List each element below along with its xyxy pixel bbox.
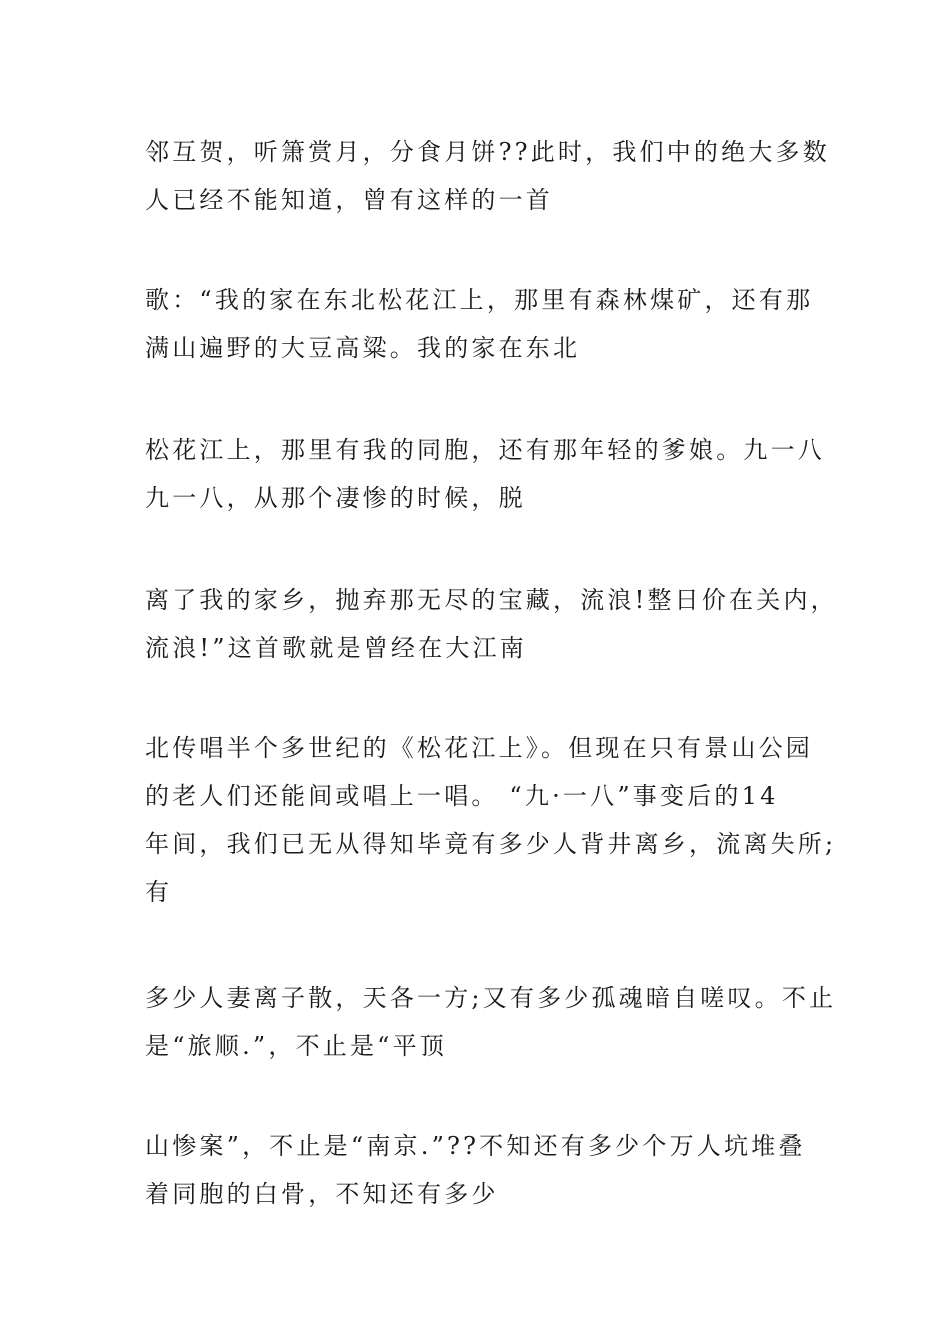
text-line: 北传唱半个多世纪的《松花江上》。但现在只有景山公园	[145, 734, 813, 762]
paragraph-3	[145, 426, 825, 522]
text-line: 离了我的家乡，抛弃那无尽的宝藏，流浪!整日价在关内，	[145, 586, 838, 614]
paragraph-7	[145, 1122, 825, 1218]
paragraph-2	[145, 276, 825, 372]
text-line: 九一八，从那个凄惨的时候，脱	[145, 484, 526, 512]
text-line: 多少人妻离子散，天各一方;又有多少孤魂暗自嗟叹。不止	[145, 984, 837, 1012]
text-line: 是“旅顺.”，不止是“平顶	[145, 1032, 448, 1060]
text-line: 有	[145, 878, 173, 906]
text-line: 人已经不能知道，曾有这样的一首	[145, 186, 553, 214]
text-line: 满山遍野的大豆高粱。我的家在东北	[145, 334, 581, 362]
paragraph-5	[145, 724, 837, 916]
text-line: 歌：“我的家在东北松花江上，那里有森林煤矿，还有那	[145, 286, 814, 314]
text-line: 邻互贺，听箫赏月，分食月饼??此时，我们中的绝大多数	[145, 138, 830, 166]
paragraph-1	[145, 128, 830, 224]
text-line: 的老人们还能间或唱上一唱。 “九·一八”事变后的14	[145, 782, 779, 810]
paragraph-4	[145, 576, 838, 672]
text-line: 流浪!”这首歌就是曾经在大江南	[145, 634, 527, 662]
text-line: 年间，我们已无从得知毕竟有多少人背井离乡，流离失所;	[145, 830, 837, 858]
text-line: 着同胞的白骨，不知还有多少	[145, 1180, 499, 1208]
text-line: 山惨案”，不止是“南京.”??不知还有多少个万人坑堆叠	[145, 1132, 806, 1160]
text-line: 松花江上，那里有我的同胞，还有那年轻的爹娘。九一八	[145, 436, 825, 464]
paragraph-6	[145, 974, 837, 1070]
